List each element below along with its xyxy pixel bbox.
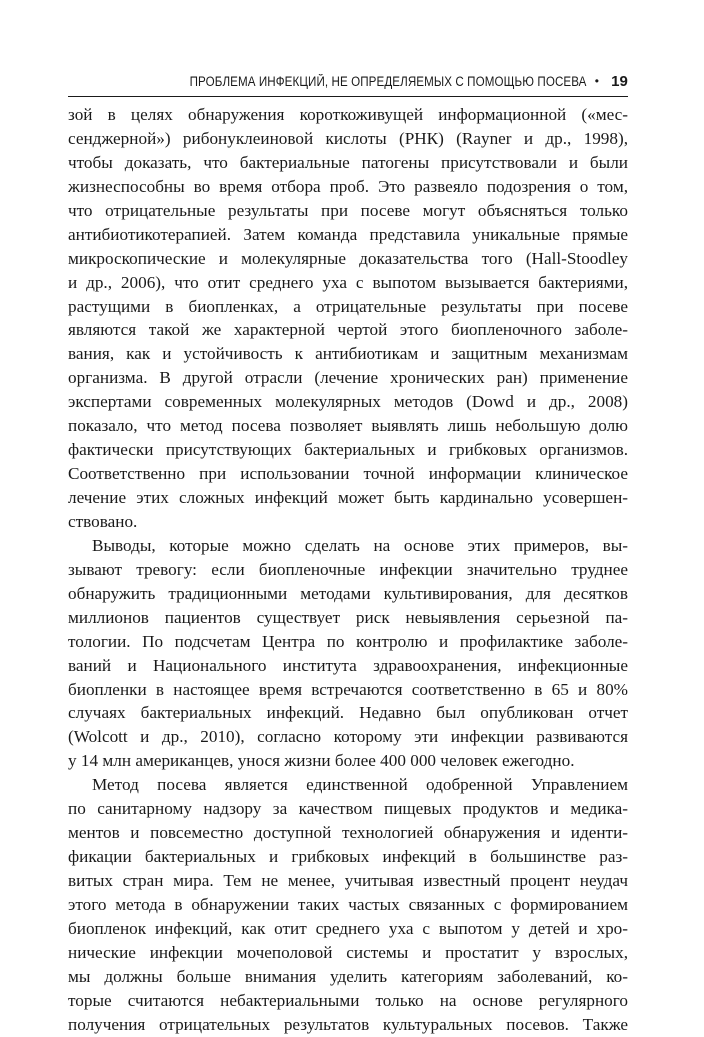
text-line: биопленки в настоящее время встречаются соответственно в 65 и 80% — [68, 679, 628, 699]
running-header-title: ПРОБЛЕМА ИНФЕКЦИЙ, НЕ ОПРЕДЕЛЯЕМЫХ С ПОМОЩЬЮ ПОСЕВА — [189, 73, 587, 89]
text-line: что отрицательные результаты при посеве могут объясняться только — [68, 200, 628, 220]
text-line: сенджерной») рибонуклеиновой кислоты (РНК) (Rayner и др., 1998), — [68, 128, 628, 148]
text-line: жизнеспособны во время отбора проб. Это развеяло подозрения о том, — [68, 176, 628, 196]
header-bullet: • — [594, 74, 600, 88]
text-line: ствовано. — [68, 511, 138, 531]
text-line: зой в целях обнаружения короткоживущей информационной («мес- — [68, 105, 628, 124]
text-line: Выводы, которые можно сделать на основе этих примеров, вы- — [92, 535, 628, 555]
text-line: лечение этих сложных инфекций может быть кардинально усовершен- — [68, 488, 628, 507]
text-line: миллионов пациентов существует риск невыявления серьезной па- — [68, 607, 628, 627]
text-line: антибиотикотерапией. Затем команда представила уникальные прямые — [68, 224, 628, 244]
text-line: биопленок инфекций, как отит среднего уха с выпотом у детей и хро- — [68, 918, 628, 938]
text-line: этого метода в обнаружении таких частых связанных с формированием — [68, 894, 628, 914]
text-line: ментов и повсеместно доступной технологией обнаружения и иденти- — [68, 823, 628, 843]
text-line: вания, как и устойчивость к антибиотикам и защитным механизмам — [68, 344, 628, 364]
text-line: являются такой же характерной чертой этого биопленочного заболе- — [68, 320, 628, 340]
text-line: экспертами современных молекулярных методов (Dowd и др., 2008) — [68, 392, 628, 412]
text-line: и др., 2006), что отит среднего уха с выпотом вызывается бактериями, — [68, 272, 628, 292]
text-line: тологии. По подсчетам Центра по контролю и профилактике заболе- — [68, 631, 628, 651]
text-line: организма. В другой отрасли (лечение хронических ран) применение — [68, 368, 628, 388]
page-number: 19 — [611, 72, 628, 90]
text-line: по санитарному надзору за качеством пищевых продуктов и медика- — [68, 799, 628, 819]
text-line: фикации бактериальных и грибковых инфекций в большинстве раз- — [68, 847, 628, 867]
text-line: обнаружить традиционными методами культивирования, для десятков — [68, 583, 628, 603]
text-line: мы должны больше внимания уделить категориям заболеваний, ко- — [68, 966, 628, 986]
body-text — [68, 103, 628, 1037]
text-line: случаях бактериальных инфекций. Недавно был опубликован отчет — [68, 703, 628, 723]
text-line: фактически присутствующих бактериальных и грибковых организмов. — [68, 440, 628, 460]
text-line: витых стран мира. Тем не менее, учитывая известный процент неудач — [68, 871, 628, 890]
header-rule — [68, 96, 628, 97]
text-line: зывают тревогу: если биопленочные инфекции значительно труднее — [68, 559, 628, 579]
paragraph-3 — [68, 773, 628, 1036]
text-line: показало, что метод посева позволяет выявлять лишь небольшую долю — [68, 416, 628, 436]
text-line: чтобы доказать, что бактериальные патогены присутствовали и были — [68, 152, 628, 172]
text-line: Соответственно при использовании точной информации клиническое — [68, 464, 628, 484]
text-line: получения отрицательных результатов культуральных посевов. Также — [68, 1014, 628, 1034]
text-line: нические инфекции мочеполовой системы и простатит у взрослых, — [68, 942, 628, 962]
text-line: Метод посева является единственной одобренной Управлением — [92, 775, 628, 795]
text-line: ваний и Национального института здравоохранения, инфекционные — [68, 655, 628, 675]
text-line: торые считаются небактериальными только на основе регулярного — [68, 990, 628, 1010]
paragraph-2 — [68, 534, 628, 773]
running-header — [68, 70, 628, 92]
text-line: микроскопические и молекулярные доказательства того (Hall-Stoodley — [68, 248, 628, 268]
text-line: растущими в биопленках, а отрицательные результаты при посеве — [68, 296, 628, 316]
text-line: у 14 млн американцев, унося жизни более 400 000 человек ежегодно. — [68, 751, 575, 771]
text-line: (Wolcott и др., 2010), согласно которому эти инфекции развиваются — [68, 727, 628, 747]
paragraph-1 — [68, 103, 628, 534]
